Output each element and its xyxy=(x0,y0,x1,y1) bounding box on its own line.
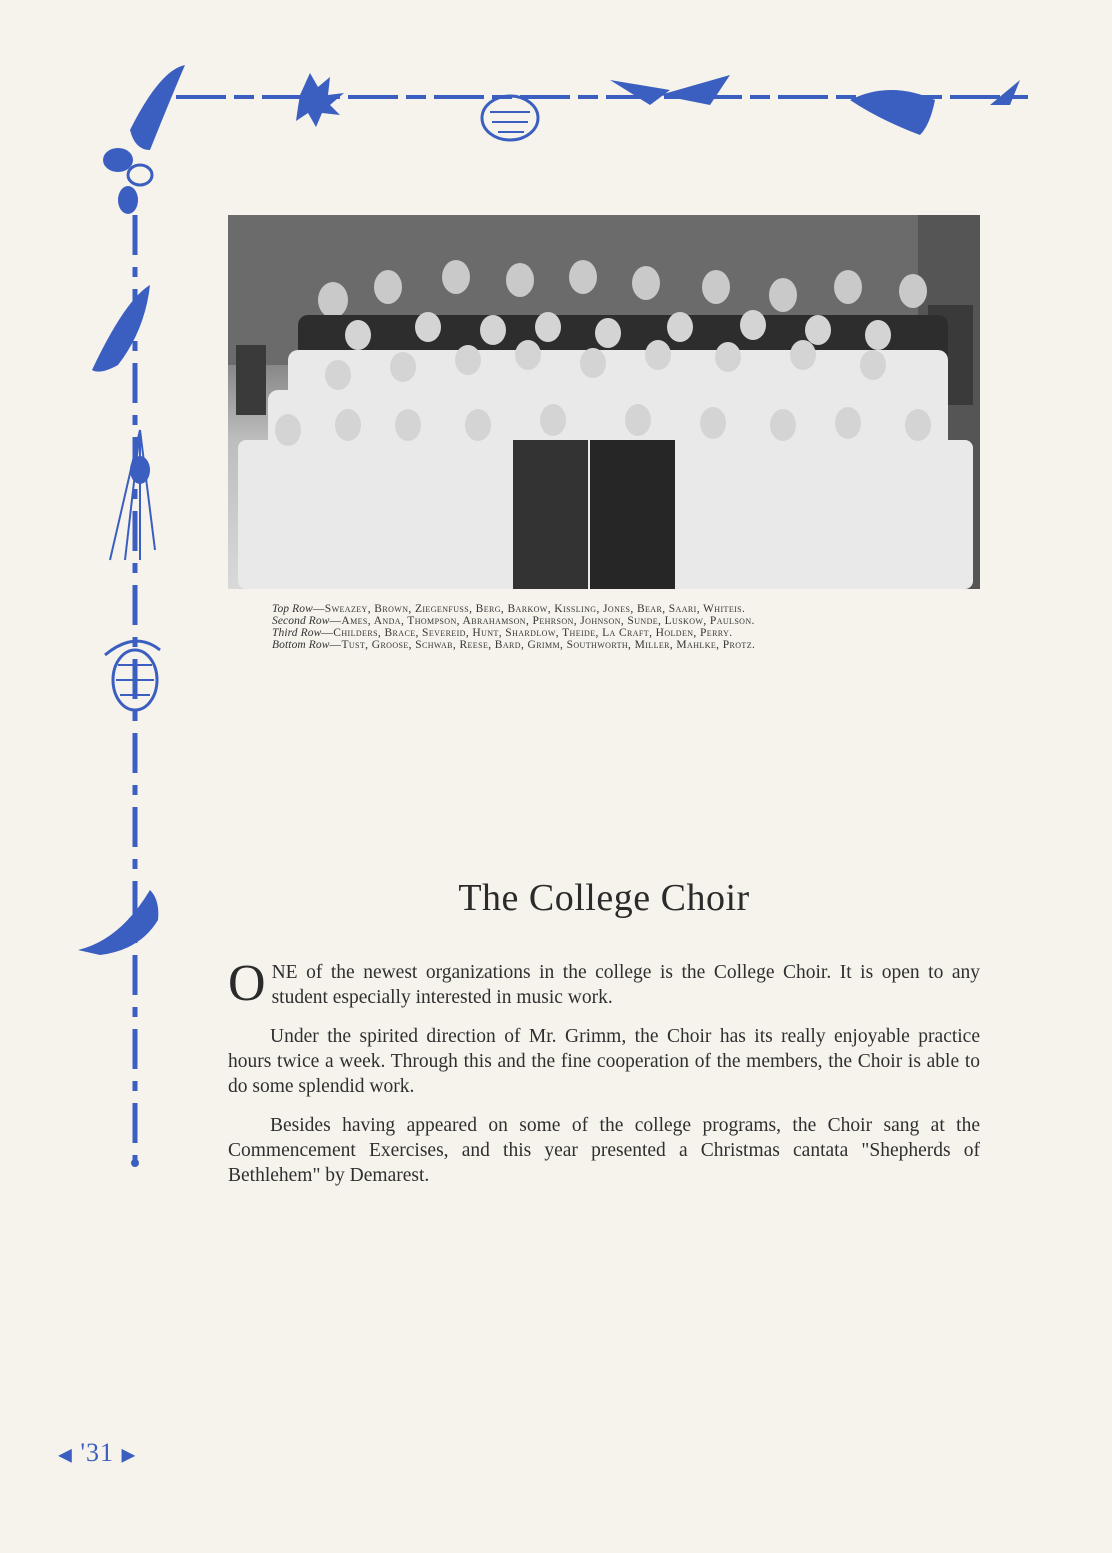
caption-row-names: —Tust, Groose, Schwab, Reese, Bard, Grimm, Southworth, Miller, Mahlke, Protz. xyxy=(329,639,756,651)
caption-row-label: Top Row xyxy=(272,603,313,615)
caption-second-row xyxy=(272,615,972,627)
right-ornament-icon: ▶ xyxy=(121,1444,137,1465)
choir-group-photo xyxy=(228,215,980,589)
drop-cap: O xyxy=(228,955,266,1012)
paragraph-1 xyxy=(228,955,980,1012)
page-title: The College Choir xyxy=(458,877,750,919)
caption-row-label: Bottom Row xyxy=(272,639,330,651)
paragraph-2: Under the spirited direction of Mr. Grimm, the Choir has its really enjoyable practice hours twice a week. Through this and the fine cooperation of the members, the Choir is able to do some splendid work. xyxy=(228,1026,980,1097)
year-label: '31 xyxy=(80,1438,115,1467)
left-ornament-icon: ◀ xyxy=(58,1444,73,1465)
caption-row-names: —Ames, Anda, Thompson, Abrahamson, Pehrson, Johnson, Sunde, Luskow, Paulson. xyxy=(329,615,755,627)
caption-row-label: Second Row xyxy=(272,615,330,627)
caption-row-label: Third Row xyxy=(272,627,322,639)
paragraph-3: Besides having appeared on some of the college programs, the Choir sang at the Commencement Exercises, and this year presented a Christmas cantata "Shepherds of Bethlehem" by Demarest. xyxy=(228,1115,980,1186)
article-body xyxy=(228,955,980,1202)
caption-top-row xyxy=(272,603,972,615)
caption-row-names: —Childers, Brace, Severeid, Hunt, Shardlow, Theide, La Craft, Holden, Perry. xyxy=(321,627,733,639)
page-footer-year xyxy=(58,1438,208,1468)
caption-third-row xyxy=(272,627,972,639)
caption-bottom-row xyxy=(272,639,972,651)
caption-row-names: —Sweazey, Brown, Ziegenfuss, Berg, Barkow, Kissling, Jones, Bear, Saari, Whiteis. xyxy=(312,603,746,615)
photo-caption xyxy=(272,603,972,651)
paragraph-1-text: NE of the newest organizations in the college is the College Choir. It is open to any student especially interested in music work. xyxy=(271,962,980,1008)
